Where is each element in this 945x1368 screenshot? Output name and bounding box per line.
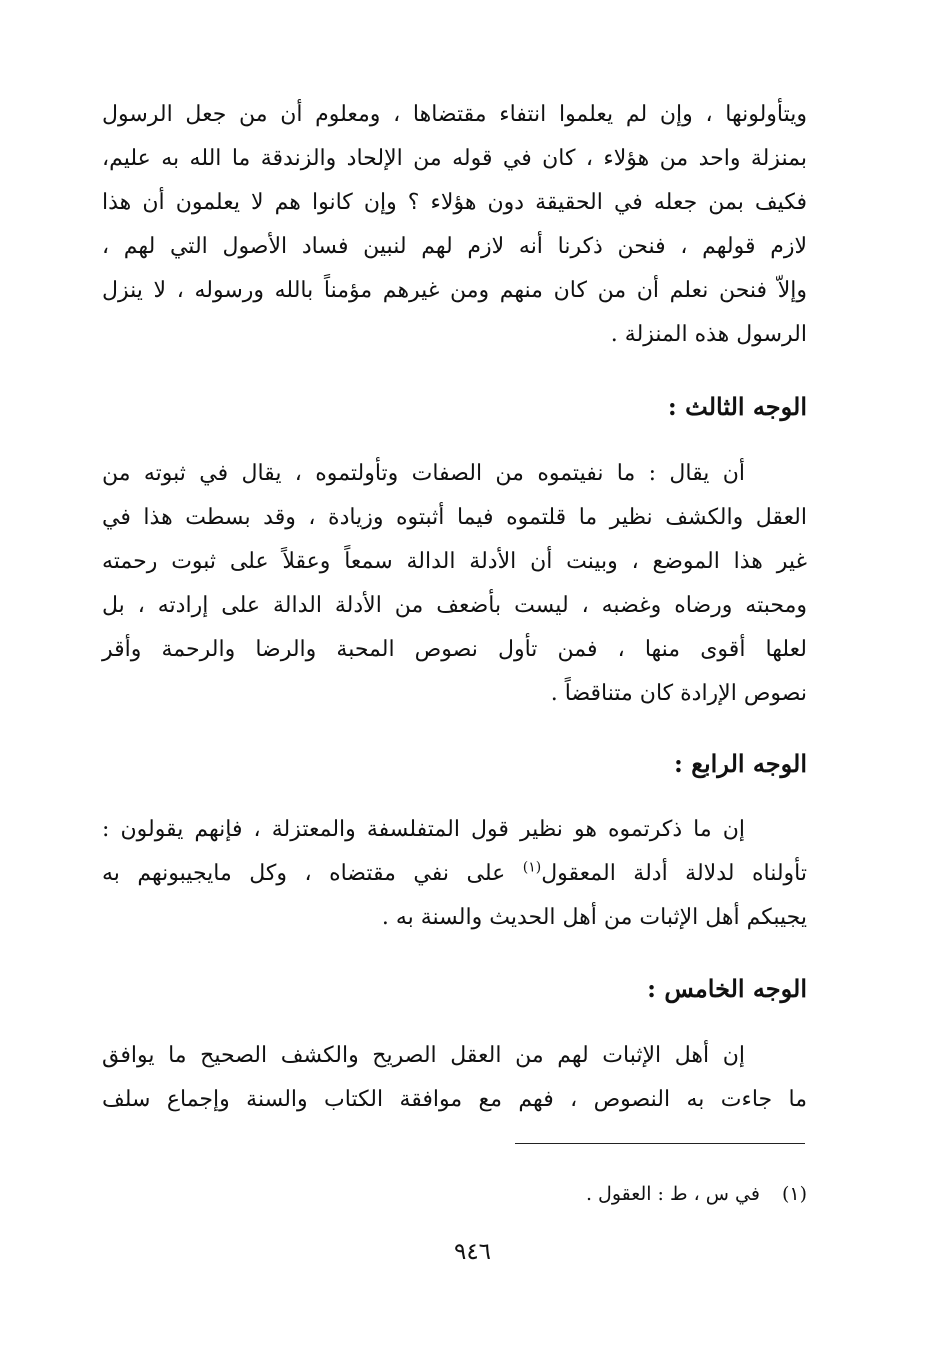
section-heading-fourth: الوجه الرابع :: [674, 749, 807, 778]
paragraph-line: بمنزلة واحد من هؤلاء ، كان في قوله من الإلحاد والزندقة ما الله به عليم،: [102, 146, 807, 171]
paragraph-line: وإلاّ فنحن نعلم أن من كان منهم ومن غيرهم مؤمناً بالله ورسوله ، لا ينزل: [102, 278, 807, 303]
footnote-text: في س ، ط : العقول .: [585, 1183, 760, 1205]
paragraph-line: الرسول هذه المنزلة .: [610, 322, 807, 347]
page-number: ٩٤٦: [453, 1239, 492, 1265]
line-text: على نفي مقتضاه ، وكل مايجيبونهم به: [102, 861, 523, 886]
footnote-number: (١): [781, 1183, 807, 1205]
paragraph-3: [102, 452, 807, 716]
paragraph-line: يجيبكم أهل الإثبات من أهل الحديث والسنة به .: [381, 905, 807, 930]
footnote-divider: [515, 1143, 805, 1144]
paragraph-5: [102, 1034, 807, 1122]
paragraph-line: ما جاءت به النصوص ، فهم مع موافقة الكتاب والسنة وإجماع سلف: [102, 1087, 807, 1112]
paragraph-line: ويتأولونها ، وإن لم يعلموا انتفاء مقتضاها ، ومعلوم أن من جعل الرسول: [102, 102, 807, 127]
paragraph-line: [102, 852, 807, 896]
paragraph-4: [102, 808, 807, 940]
paragraph-1: [102, 93, 807, 357]
paragraph-line: إن أهل الإثبات لهم من العقل الصريح والكشف الصحيح ما يوافق: [102, 1043, 745, 1068]
line-text: تأولناه لدلالة أدلة المعقول: [541, 861, 807, 886]
paragraph-line: إن ما ذكرتموه هو نظير قول المتفلسفة والمعتزلة ، فإنهم يقولون :: [102, 817, 745, 842]
footnote: [586, 1178, 807, 1210]
footnote-reference: (١): [522, 859, 542, 876]
paragraph-line: أن يقال : ما نفيتموه من الصفات وتأولتموه ، يقال في ثبوته من: [102, 461, 745, 486]
section-heading-fifth: الوجه الخامس :: [647, 974, 807, 1003]
paragraph-line: لعلها أقوى منها ، فمن تأول نصوص المحبة والرضا والرحمة وأقر: [102, 637, 807, 662]
paragraph-line: العقل والكشف نظير ما قلتموه فيما أثبتوه وزيادة ، وقد بسطت هذا في: [102, 505, 807, 530]
paragraph-line: ومحبته ورضاه وغضبه ، ليست بأضعف من الأدلة الدالة على إرادته ، بل: [102, 593, 807, 618]
paragraph-line: فكيف بمن جعله في الحقيقة دون هؤلاء ؟ وإن كانوا هم لا يعلمون أن هذا: [102, 190, 807, 215]
paragraph-line: لازم قولهم ، فنحن ذكرنا أنه لازم لهم لنبين فساد الأصول التي لهم ،: [102, 234, 807, 259]
paragraph-line: غير هذا الموضع ، وبينت أن الأدلة الدالة سمعاً وعقلاً على ثبوت رحمته: [102, 549, 807, 574]
paragraph-line: نصوص الإرادة كان متناقضاً .: [550, 681, 807, 706]
section-heading-third: الوجه الثالث :: [667, 392, 807, 421]
